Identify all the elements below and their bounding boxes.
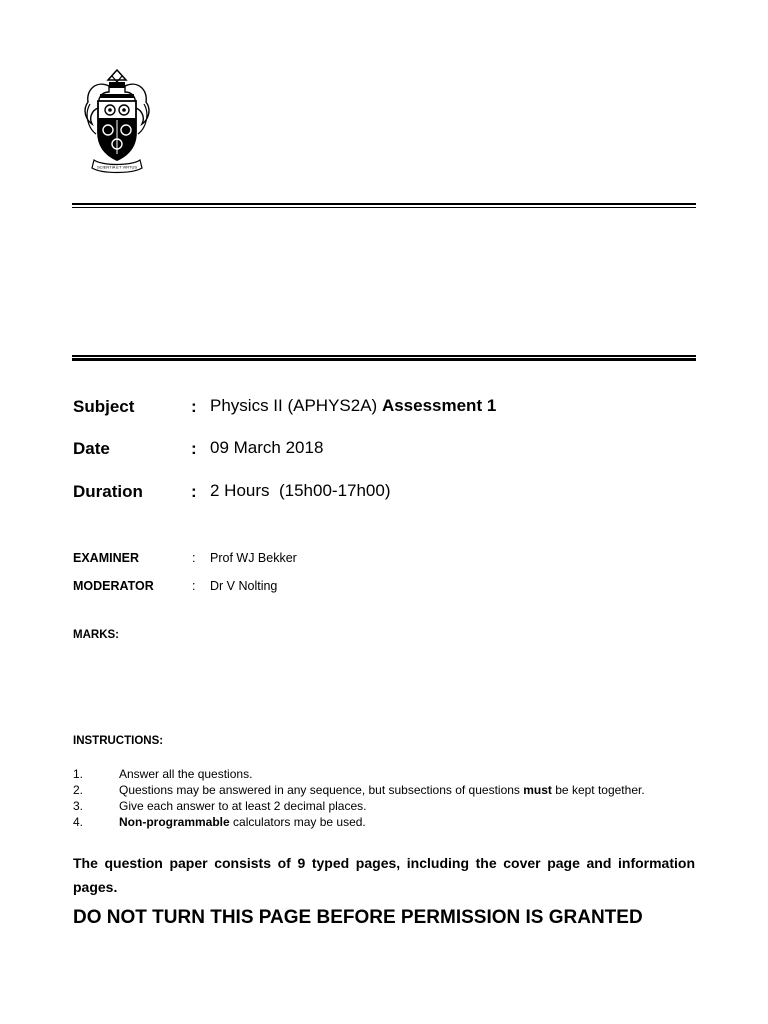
instruction-text: Questions may be answered in any sequence, but subsections of questions must be kept together.: [119, 783, 645, 797]
instruction-item: [73, 766, 703, 782]
instruction-item: [73, 782, 703, 798]
moderator-value: Dr V Nolting: [210, 579, 278, 593]
top-double-rule-upper: [72, 203, 696, 205]
crest-motto: SCIENTIA ET VIRTUS: [96, 164, 138, 170]
instruction-text: Non-programmable calculators may be used.: [119, 815, 366, 829]
date-colon: :: [191, 439, 197, 458]
date-label: Date: [73, 439, 110, 458]
marks-label: MARKS:: [73, 629, 119, 641]
page-count-notice: The question paper consists of 9 typed pages, including the cover page and information pages.: [73, 855, 695, 895]
instruction-number: 3.: [73, 799, 84, 813]
instruction-number: 2.: [73, 783, 84, 797]
duration-label: Duration: [73, 482, 143, 501]
instruction-number: 1.: [73, 767, 84, 781]
moderator-colon: :: [192, 579, 196, 593]
examiner-colon: :: [192, 551, 196, 565]
middle-double-rule-lower: [72, 358, 696, 361]
top-double-rule-lower: [72, 207, 696, 208]
middle-double-rule-upper: [72, 355, 696, 357]
moderator-label: MODERATOR: [73, 579, 154, 593]
instruction-item: [73, 814, 703, 830]
subject-colon: :: [191, 397, 197, 416]
duration-colon: :: [191, 482, 197, 501]
instructions-list: [73, 766, 703, 830]
subject-assessment: Assessment 1: [381, 396, 497, 415]
examiner-value: Prof WJ Bekker: [210, 551, 297, 565]
subject-course: Physics II (APHYS2A): [210, 396, 382, 415]
instructions-heading: INSTRUCTIONS:: [73, 735, 164, 747]
duration-value: 2 Hours (15h00-17h00): [210, 481, 391, 500]
date-value: 09 March 2018: [210, 438, 324, 457]
instruction-number: 4.: [73, 815, 84, 829]
instruction-text: Give each answer to at least 2 decimal places.: [119, 799, 367, 813]
subject-value: [210, 396, 496, 416]
permission-warning: DO NOT TURN THIS PAGE BEFORE PERMISSION IS GRANTED: [73, 907, 643, 928]
instruction-text: Answer all the questions.: [119, 767, 253, 781]
subject-label: Subject: [73, 397, 135, 416]
instruction-item: [73, 798, 703, 814]
university-crest-logo: [80, 68, 154, 174]
examiner-label: EXAMINER: [73, 551, 139, 565]
